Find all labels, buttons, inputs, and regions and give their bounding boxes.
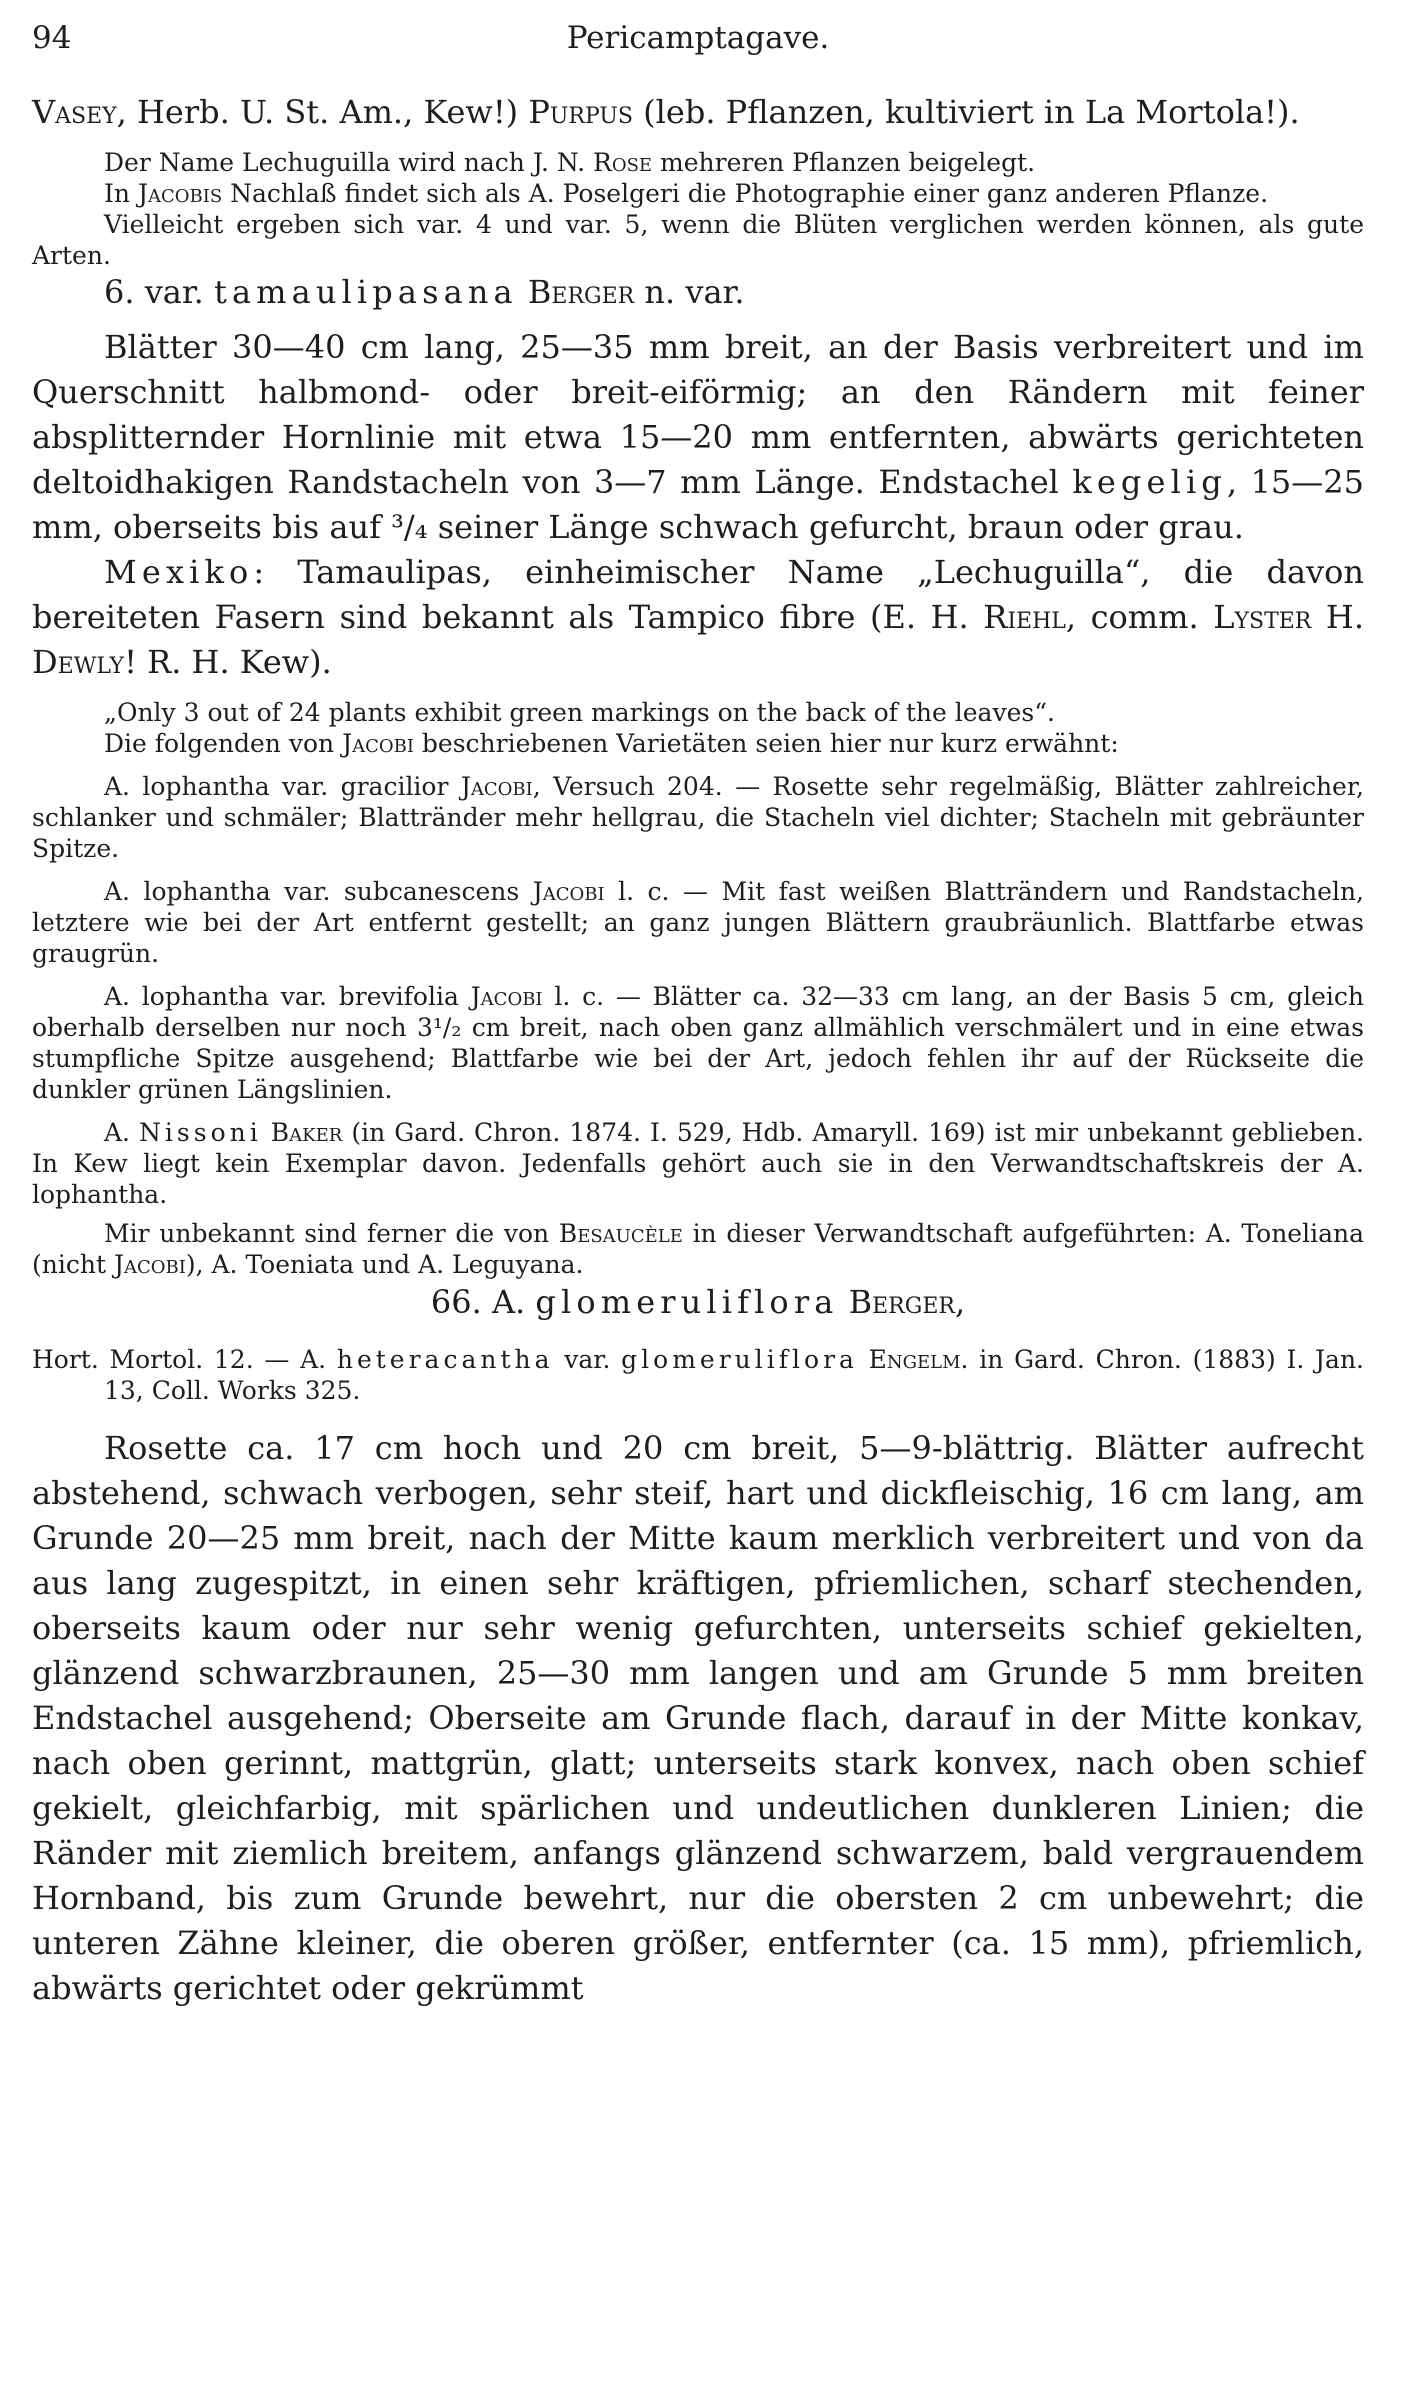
- quote-paragraph: [32, 697, 1364, 728]
- text-run: „Only 3 out of 24 plants exhibit green markings on the back of the leaves“.: [104, 698, 1055, 727]
- variety-note: [32, 876, 1364, 969]
- author-name: Dewly: [32, 643, 125, 681]
- page-number: 94: [32, 20, 72, 56]
- text-run: ), A. Toeniata und A. Leguyana.: [185, 1250, 584, 1279]
- text-run: ,: [954, 1283, 966, 1321]
- text-run: n. var.: [634, 273, 745, 311]
- running-head: [32, 20, 1364, 70]
- author-name: Engelm.: [868, 1345, 969, 1374]
- text-run: in dieser Verwandtschaft aufgeführten: A. Toneliana (nicht: [32, 1219, 1364, 1279]
- author-name: Vasey: [32, 93, 117, 131]
- author-name: Purpus: [528, 93, 633, 131]
- author-name: Riehl: [983, 598, 1066, 636]
- text-run: ! R. H. Kew).: [124, 643, 332, 681]
- text-run: Mir unbekannt sind ferner die von: [104, 1219, 559, 1248]
- species-heading: [32, 1280, 1364, 1324]
- text-run: : Tamaulipas, einheimischer Name „Lechuguilla“, die davon bereiteten Fasern sind bekannt als Tampico fibre (E. H.: [32, 553, 1364, 636]
- text-run: [838, 1283, 848, 1321]
- spaced-name: heteracantha: [336, 1345, 554, 1374]
- author-name: Jacobi: [342, 729, 414, 758]
- author-name: Jacobis: [137, 179, 223, 208]
- author-name: Jacobi: [460, 772, 533, 801]
- author-name: Jacobi: [532, 877, 605, 906]
- running-title: Pericamptagave.: [566, 20, 830, 56]
- variety-note: [32, 981, 1364, 1105]
- text-run: A.: [104, 1118, 140, 1147]
- text-run: (leb. Pflanzen, kultiviert in La Mortola!).: [633, 93, 1300, 131]
- species-note: [32, 1117, 1364, 1210]
- text-run: 6. var.: [104, 273, 214, 311]
- text-run: , Versuch 204. — Rosette sehr regelmäßig, Blätter zahlreicher, schlanker und schmäler; Blattränder mehr hellgrau, die Stacheln viel dichter; Stacheln mit gebräunter Spitze.: [32, 772, 1365, 863]
- text-run: , 15—25 mm, oberseits bis auf ³/₄ seiner Länge schwach gefurcht, braun oder grau.: [32, 463, 1365, 546]
- author-name: Besaucèle: [558, 1219, 683, 1248]
- text-run: [858, 1345, 869, 1374]
- text-run: Vielleicht ergeben sich var. 4 und var. 5, wenn die Blüten verglichen werden können, als gute Arten.: [32, 210, 1364, 270]
- text-run: , Herb. U. St. Am., Kew!): [116, 93, 529, 131]
- text-run: (in Gard. Chron. 1874. I. 529, Hdb. Amaryll. 169) ist mir unbekannt geblieben. In Kew liegt kein Exemplar davon. Jedenfalls gehört auch sie in den Verwandtschaftskreis der A. lophantha.: [32, 1118, 1364, 1209]
- intro-paragraph: [32, 728, 1364, 759]
- text-run: A. lophantha var. subcanescens: [104, 877, 533, 906]
- species-note: [32, 1218, 1364, 1280]
- text-run: Rosette ca. 17 cm hoch und 20 cm breit, 5—9-blättrig. Blätter aufrecht abstehend, schwach verbogen, sehr steif, hart und dickfleischig, 16 cm lang, am Grunde 20—25 mm breit, nach der Mitte kaum merklich verbreitert und von da aus lang zugespitzt, in einen sehr kräftigen, pfriemlichen, scharf stechenden, oberseits kaum oder nur sehr wenig gefurchten, unterseits schief gekielten, glänzend schwarzbraunen, 25—30 mm langen und am Grunde 5 mm breiten Endstachel ausgehend; Oberseite am Grunde flach, darauf in der Mitte konkav, nach oben gerinnt, mattgrün, glatt; unterseits stark konvex, nach oben schief gekielt, gleichfarbig, mit spärlichen und undeutlichen dunkleren Linien; die Ränder mit ziemlich breitem, anfangs glänzend schwarzem, bald vergrauendem Hornband, bis zum Grunde bewehrt, nur die obersten 2 cm unbewehrt; die unteren Zähne kleiner, die oberen größer, entfernter (ca. 15 mm), pfriemlich, abwärts gerichtet oder gekrümmt: [32, 1429, 1364, 2007]
- author-name: Berger: [527, 273, 635, 311]
- text-run: [518, 273, 528, 311]
- text-run: Die folgenden von: [104, 729, 343, 758]
- text-run: H.: [1311, 598, 1365, 636]
- author-name: Lyster: [1213, 598, 1312, 636]
- spaced-name: Nissoni: [139, 1118, 262, 1147]
- distribution-paragraph: [32, 550, 1364, 685]
- spaced-name: glomeruliflora: [621, 1345, 858, 1374]
- text-run: , comm.: [1065, 598, 1214, 636]
- variety-heading: [32, 271, 1364, 313]
- author-name: Berger: [848, 1283, 955, 1321]
- note-paragraph: [32, 209, 1364, 271]
- text-run: in Gard. Chron. (1883) I. Jan. 13, Coll. Works 325.: [104, 1345, 1364, 1405]
- text-run: [262, 1118, 271, 1147]
- synonymy-paragraph: [32, 1344, 1364, 1406]
- note-paragraph: [32, 147, 1364, 178]
- text-run: A. lophantha var. gracilior: [104, 772, 461, 801]
- text-run: mehreren Pflanzen beigelegt.: [652, 148, 1036, 177]
- text-run: var.: [553, 1345, 622, 1374]
- text-run: Hort. Mortol. 12. — A.: [32, 1345, 337, 1374]
- text-run: l. c. — Blätter ca. 32—33 cm lang, an der Basis 5 cm, gleich oberhalb derselben nur noch 3¹/₂ cm breit, nach oben ganz allmählich verschmälert und in eine etwas stumpfliche Spitze ausgehend; Blattfarbe wie bei der Art, jedoch fehlen ihr auf der Rückseite die dunkler grünen Längslinien.: [32, 982, 1364, 1104]
- continuation-paragraph: [32, 90, 1364, 135]
- book-page: [32, 20, 1364, 2011]
- author-name: Rose: [593, 148, 653, 177]
- author-name: Jacobi: [113, 1250, 186, 1279]
- text-run: In: [104, 179, 138, 208]
- text-run: beschriebenen Varietäten seien hier nur kurz erwähnt:: [413, 729, 1119, 758]
- text-run: A. lophantha var. brevifolia: [104, 982, 471, 1011]
- author-name: Jacobi: [470, 982, 543, 1011]
- species-description: [32, 1426, 1364, 2011]
- text-run: l. c. — Mit fast weißen Blatträndern und Randstacheln, letztere wie bei der Art entfernt gestellt; an ganz jungen Blättern graubräunlich. Blattfarbe etwas graugrün.: [32, 877, 1364, 968]
- text-run: Blätter 30—40 cm lang, 25—35 mm breit, an der Basis verbreitert und im Querschnitt halbmond- oder breit-eiförmig; an den Rändern mit feiner absplitternder Hornlinie mit etwa 15—20 mm entfernten, abwärts gerichteten deltoidhakigen Randstacheln von 3—7 mm Länge. Endstachel: [32, 328, 1364, 501]
- note-paragraph: [32, 178, 1364, 209]
- text-run: Der Name Lechuguilla wird nach J. N.: [104, 148, 594, 177]
- variety-note: [32, 771, 1364, 864]
- spaced-name: tamaulipasana: [213, 273, 518, 311]
- spaced-term: Mexiko: [104, 553, 254, 591]
- author-name: Baker: [270, 1118, 343, 1147]
- variety-description: [32, 325, 1364, 550]
- spaced-name: glomeruliflora: [535, 1283, 839, 1321]
- text-run: 66. A.: [430, 1283, 536, 1321]
- text-run: Nachlaß findet sich als A. Poselgeri die Photographie einer ganz anderen Pflanze.: [222, 179, 1269, 208]
- spaced-term: kegelig: [1072, 463, 1227, 501]
